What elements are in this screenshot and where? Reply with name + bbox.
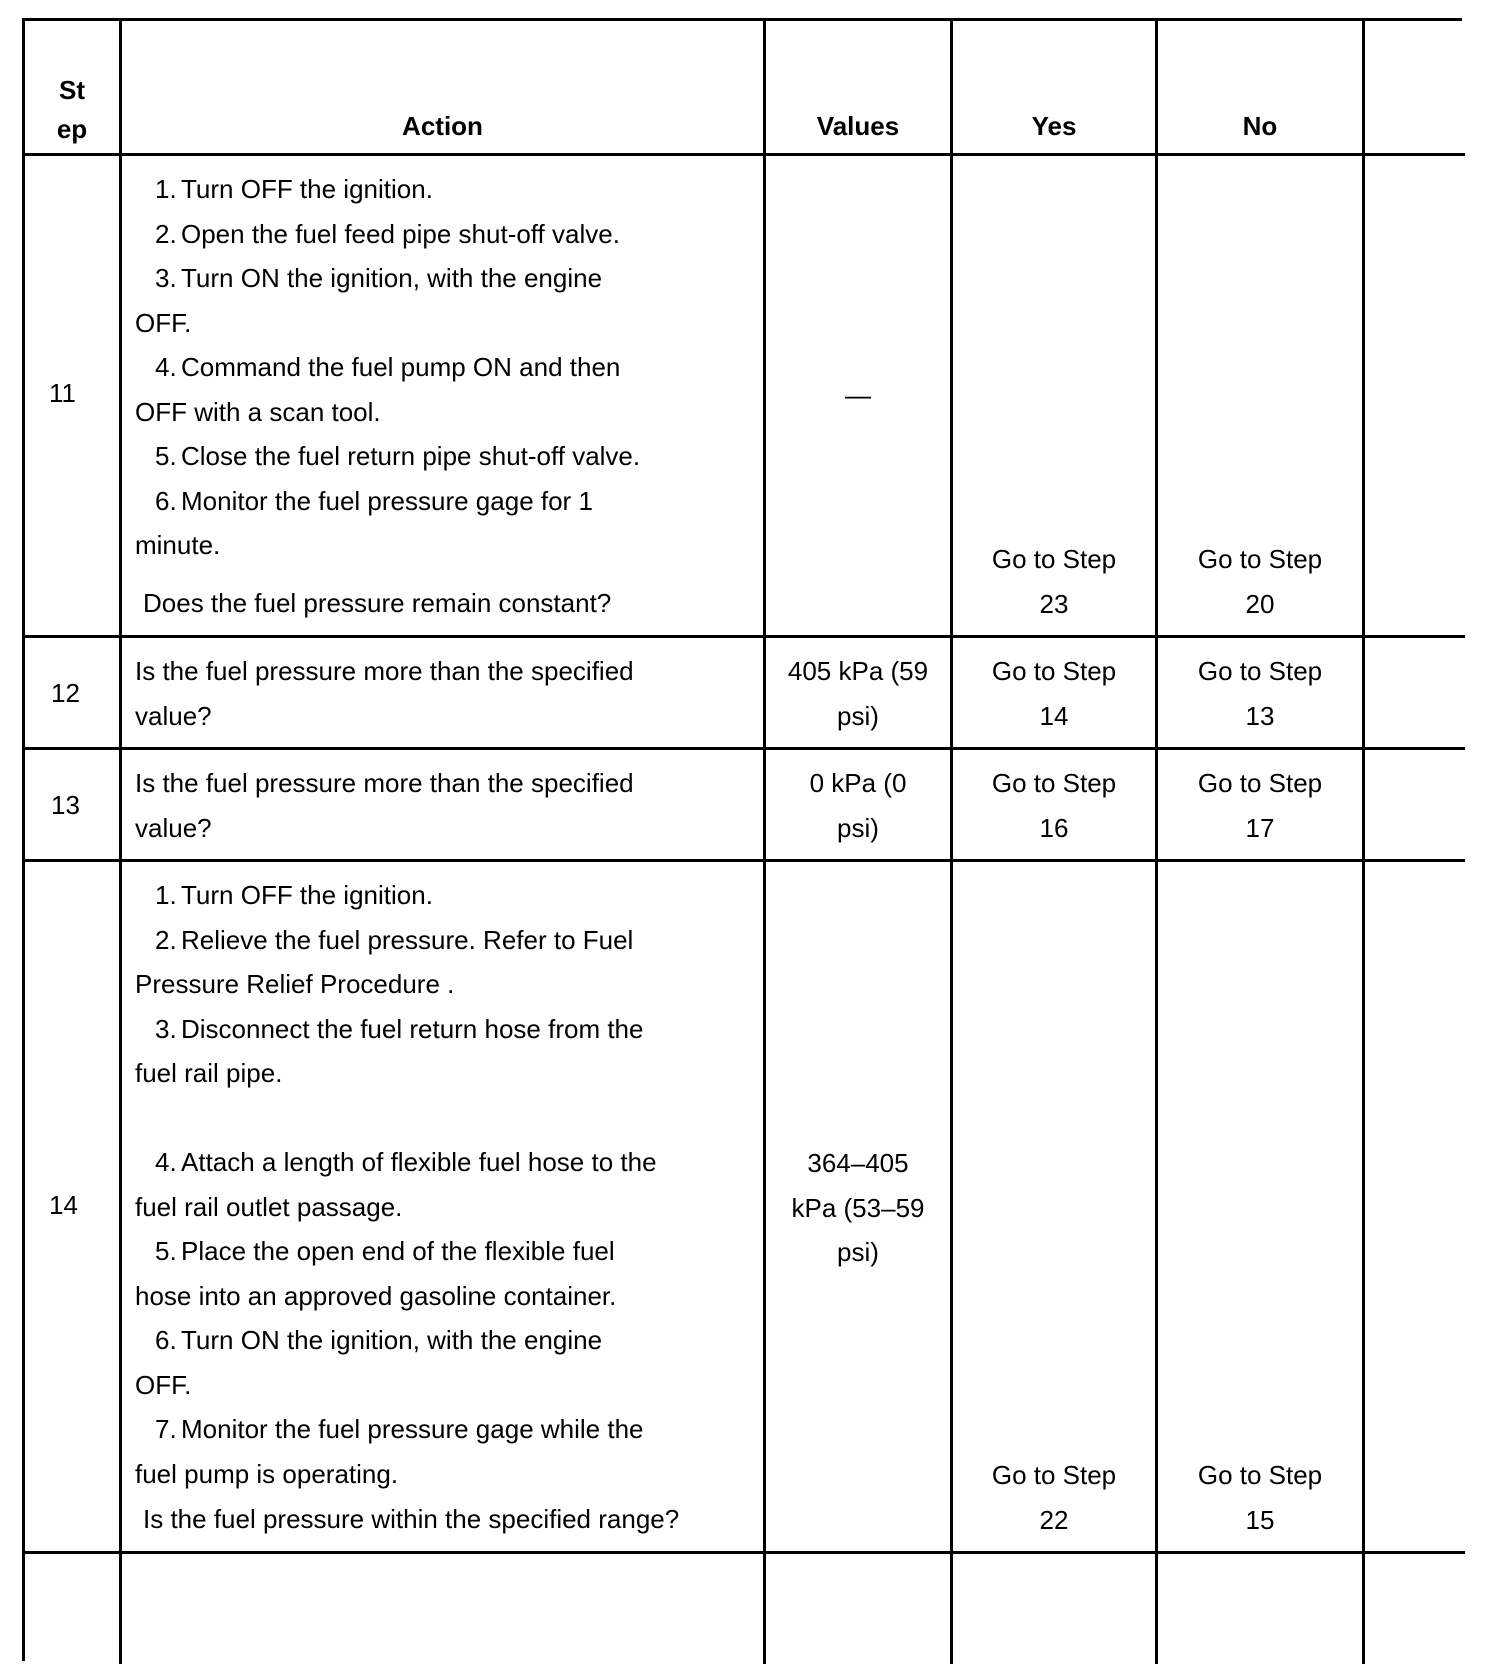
- yes-cell-step: 22: [1039, 1504, 1069, 1535]
- action-item: 5. Place the open end of the flexible fuel: [155, 1236, 615, 1266]
- yes-cell-step: 16: [1039, 812, 1069, 843]
- header-step-line1: St: [59, 75, 85, 105]
- action-question: Does the fuel pressure remain constant?: [143, 588, 612, 618]
- action-item: 1. Turn OFF the ignition.: [155, 174, 433, 204]
- row-divider: [25, 747, 1465, 750]
- action-question-line: Is the fuel pressure more than the specified: [135, 768, 634, 798]
- value-cell: [766, 1141, 950, 1275]
- step-number: 11: [49, 378, 76, 408]
- action-item-continued: hose into an approved gasoline container.: [135, 1280, 617, 1311]
- no-cell: [1158, 1453, 1362, 1542]
- action-list: [135, 167, 745, 568]
- row-divider: [25, 153, 1465, 156]
- header-yes: Yes: [1031, 111, 1077, 141]
- action-item: 1. Turn OFF the ignition.: [155, 880, 433, 910]
- yes-cell-line: Go to Step: [991, 1460, 1117, 1490]
- action-item-continued: OFF.: [135, 1369, 192, 1400]
- action-item-continued: Pressure Relief Procedure .: [135, 969, 455, 999]
- no-cell: [1158, 537, 1362, 626]
- action-question: [135, 649, 634, 738]
- action-item-continued: fuel rail outlet passage.: [135, 1191, 403, 1222]
- header-step: [25, 71, 119, 149]
- action-item: 2. Open the fuel feed pipe shut-off valve.: [155, 218, 620, 249]
- action-item: 4. Attach a length of flexible fuel hose to the: [155, 1147, 657, 1177]
- yes-cell-line: Go to Step: [991, 544, 1117, 574]
- step-number: 13: [51, 790, 80, 820]
- value-line: 0 kPa (0: [809, 768, 907, 798]
- value-line: 364–405: [807, 1148, 909, 1178]
- header-action: Action: [402, 111, 483, 141]
- value-cell: [766, 649, 950, 738]
- row-divider: [25, 859, 1465, 862]
- action-item-continued: OFF with a scan tool.: [135, 396, 381, 427]
- no-cell-step: 20: [1245, 588, 1275, 619]
- yes-cell: [953, 649, 1155, 738]
- no-cell-line: Go to Step: [1197, 544, 1323, 574]
- action-item-continued: fuel rail pipe.: [135, 1058, 283, 1088]
- yes-cell: [953, 537, 1155, 626]
- yes-cell: [953, 1453, 1155, 1542]
- header-no: No: [1242, 111, 1278, 141]
- row-divider: [25, 635, 1465, 638]
- yes-cell-step: 23: [1039, 588, 1069, 619]
- value-line: 405 kPa (59: [787, 656, 929, 686]
- action-item: 5. Close the fuel return pipe shut-off valve.: [155, 441, 641, 471]
- no-cell-line: Go to Step: [1197, 656, 1323, 686]
- action-question: [135, 761, 634, 850]
- row-divider: [25, 1551, 1465, 1554]
- column-divider: [1362, 21, 1365, 1664]
- diagnostic-table: [22, 18, 1462, 1661]
- action-item: 6. Monitor the fuel pressure gage for 1: [155, 485, 593, 516]
- no-cell-step: 13: [1245, 700, 1275, 731]
- yes-cell-line: Go to Step: [991, 768, 1117, 798]
- action-item: 6. Turn ON the ignition, with the engine: [155, 1325, 603, 1355]
- action-item-continued: OFF.: [135, 307, 192, 338]
- value-line: psi): [837, 812, 879, 843]
- value-cell: —: [845, 380, 871, 410]
- action-item-continued: minute.: [135, 530, 221, 560]
- action-item-continued: fuel pump is operating.: [135, 1458, 399, 1489]
- step-number: 14: [49, 1190, 78, 1220]
- no-cell-line: Go to Step: [1197, 1460, 1323, 1490]
- no-cell-step: 15: [1245, 1504, 1275, 1535]
- action-item: 4. Command the fuel pump ON and then: [155, 352, 621, 382]
- action-item: 7. Monitor the fuel pressure gage while the: [155, 1414, 644, 1444]
- no-cell: [1158, 761, 1362, 850]
- action-question: Is the fuel pressure within the specified range?: [143, 1504, 680, 1534]
- action-list: [135, 873, 745, 1496]
- no-cell: [1158, 649, 1362, 738]
- action-question-line: value?: [135, 812, 212, 843]
- column-divider: [119, 21, 122, 1664]
- value-line: psi): [837, 1237, 879, 1267]
- action-item: 3. Turn ON the ignition, with the engine: [155, 263, 603, 293]
- value-line: psi): [837, 700, 879, 731]
- yes-cell: [953, 761, 1155, 850]
- action-item: 3. Disconnect the fuel return hose from the: [155, 1013, 644, 1044]
- action-question-line: value?: [135, 700, 212, 731]
- header-step-line2: ep: [56, 114, 88, 144]
- action-question-line: Is the fuel pressure more than the specified: [135, 656, 634, 686]
- value-cell: [766, 761, 950, 850]
- step-number: 12: [51, 678, 80, 708]
- yes-cell-line: Go to Step: [991, 656, 1117, 686]
- yes-cell-step: 14: [1039, 700, 1069, 731]
- no-cell-line: Go to Step: [1197, 768, 1323, 798]
- action-item: 2. Relieve the fuel pressure. Refer to Fuel: [155, 924, 634, 955]
- value-line: kPa (53–59: [791, 1192, 925, 1223]
- header-values: Values: [816, 111, 900, 141]
- no-cell-step: 17: [1245, 812, 1275, 843]
